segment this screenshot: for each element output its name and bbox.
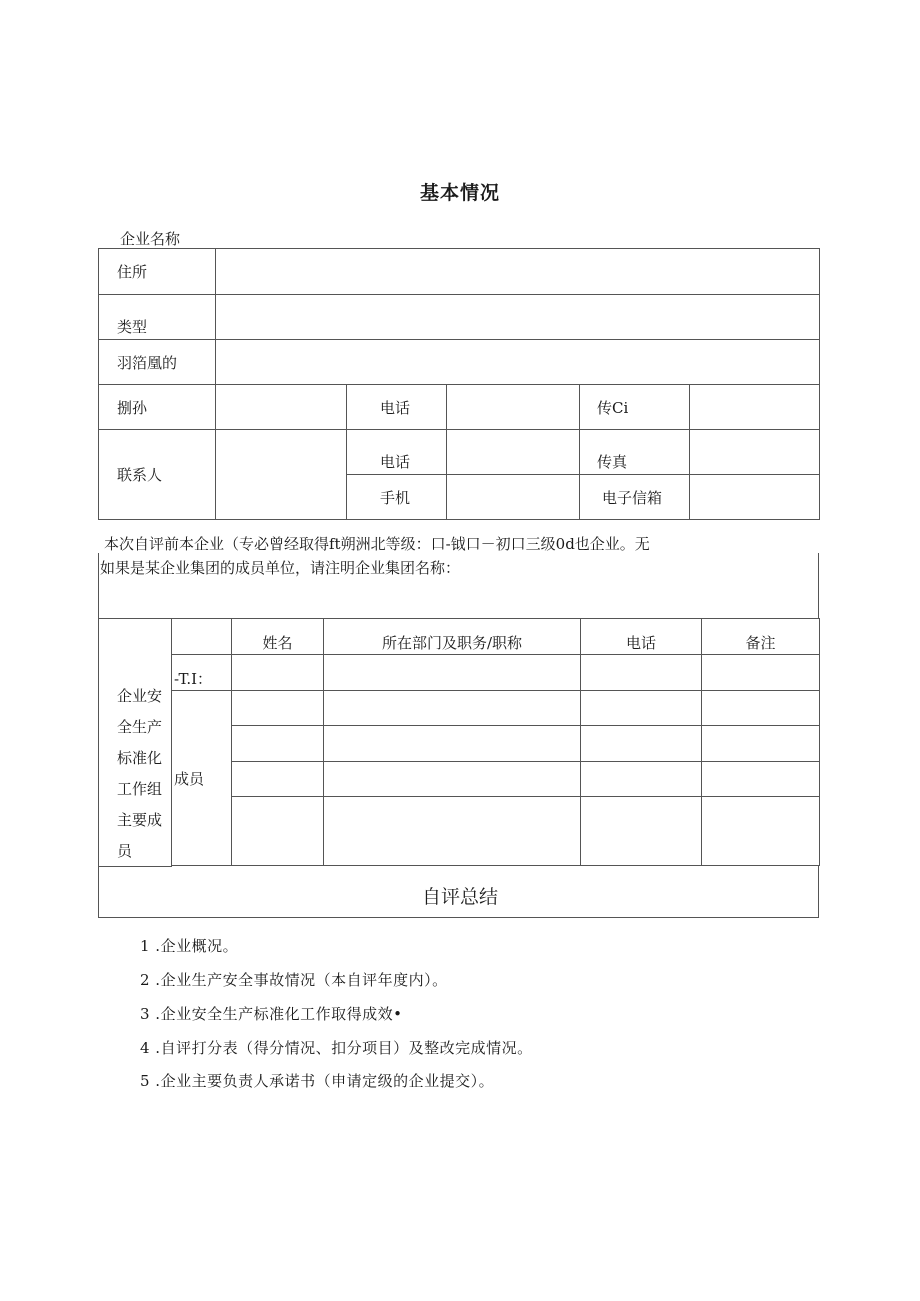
address-label-cell	[99, 249, 216, 295]
legal-rep-label: 捌孙	[117, 398, 148, 417]
header-phone-cell	[581, 619, 702, 655]
page-title: 基本情况	[419, 182, 500, 204]
member-remark-cell[interactable]	[702, 762, 820, 797]
contact-label: 联系人	[117, 466, 163, 484]
summary-item: 5 .企业主要负责人承诺书（申请定级的企业提交）。	[140, 1072, 495, 1090]
fax-label-cell	[580, 385, 690, 430]
group-note: 如果是某企业集团的成员单位，请注明企业集团名称：	[100, 559, 461, 577]
team-side-label	[117, 681, 177, 867]
member-phone-cell[interactable]	[581, 726, 702, 762]
summary-item: 1 .企业概况。	[140, 937, 239, 955]
member-dept-cell[interactable]	[324, 762, 581, 797]
contact-phone-label: 电话	[380, 453, 411, 471]
team-side-line: 主要成	[117, 811, 163, 829]
member-name-cell[interactable]	[232, 797, 324, 866]
email-label: 电子信箱	[602, 488, 663, 507]
type-value-cell[interactable]	[216, 295, 820, 340]
basic-info-table	[98, 248, 820, 520]
legal-rep-label-cell	[99, 385, 216, 430]
grade-note: 本次自评前本企业（专必曾经取得ft朔洲北等级：口-钺口－初口三级0d也企业。无	[104, 535, 650, 553]
member-dept-cell[interactable]	[324, 691, 581, 726]
contact-phone-label-cell	[347, 430, 447, 475]
summary-item: 4 .自评打分表（得分情况、扣分项目）及整改完成情况。	[140, 1039, 533, 1057]
leader-phone-cell[interactable]	[581, 655, 702, 691]
phone-value-cell[interactable]	[447, 385, 580, 430]
header-phone: 电话	[625, 634, 656, 652]
member-dept-cell[interactable]	[324, 726, 581, 762]
type-label-cell	[99, 295, 216, 340]
team-side-line: 工作组	[117, 780, 163, 798]
summary-title: 自评总结	[421, 886, 498, 908]
contact-value-cell[interactable]	[216, 430, 347, 520]
address-value-cell[interactable]	[216, 249, 820, 295]
email-label-cell	[580, 475, 690, 520]
header-remark-cell	[702, 619, 820, 655]
summary-item: 3 .企业安全生产标准化工作取得成效•	[140, 1005, 403, 1023]
contact-fax-value-cell[interactable]	[690, 430, 820, 475]
team-header-blank	[172, 619, 232, 655]
team-side-label-cell	[99, 619, 172, 867]
summary-frame-bottom	[98, 917, 819, 918]
contact-phone-value-cell[interactable]	[447, 430, 580, 475]
address-label: 住所	[117, 263, 148, 281]
member-phone-cell[interactable]	[581, 797, 702, 866]
phone-label: 电话	[380, 398, 411, 417]
email-value-cell[interactable]	[690, 475, 820, 520]
team-side-line: 标准化	[117, 749, 163, 767]
code-value-cell[interactable]	[216, 340, 820, 385]
type-label: 类型	[117, 318, 148, 336]
mobile-value-cell[interactable]	[447, 475, 580, 520]
member-remark-cell[interactable]	[702, 691, 820, 726]
summary-item: 2 .企业生产安全事故情况（本自评年度内）。	[140, 971, 448, 989]
team-side-line: 企业安	[117, 687, 163, 705]
header-remark: 备注	[745, 634, 776, 652]
mobile-label-cell	[347, 475, 447, 520]
team-side-line: 全生产	[117, 718, 163, 736]
header-name: 姓名	[262, 634, 293, 652]
header-dept-cell	[324, 619, 581, 655]
member-label: 成员	[174, 769, 205, 788]
team-side-line: 员	[117, 842, 133, 860]
leader-dept-cell[interactable]	[324, 655, 581, 691]
code-label: 羽箔凰的	[117, 353, 178, 372]
header-name-cell	[232, 619, 324, 655]
legal-rep-value-cell[interactable]	[216, 385, 347, 430]
member-remark-cell[interactable]	[702, 797, 820, 866]
team-table	[98, 618, 820, 867]
code-label-cell	[99, 340, 216, 385]
leader-remark-cell[interactable]	[702, 655, 820, 691]
member-name-cell[interactable]	[232, 762, 324, 797]
member-phone-cell[interactable]	[581, 762, 702, 797]
phone-label-cell	[347, 385, 447, 430]
group-frame-right	[818, 553, 819, 618]
leader-label-cell	[172, 655, 232, 691]
member-label-cell	[172, 691, 232, 866]
header-dept: 所在部门及职务/职称	[381, 634, 523, 652]
fax-label: 传Ci	[597, 398, 629, 417]
member-dept-cell[interactable]	[324, 797, 581, 866]
mobile-label: 手机	[380, 488, 411, 507]
member-name-cell[interactable]	[232, 726, 324, 762]
company-name-label: 企业名称	[120, 230, 181, 248]
contact-label-cell	[99, 430, 216, 520]
group-frame-left	[98, 553, 99, 618]
member-remark-cell[interactable]	[702, 726, 820, 762]
member-phone-cell[interactable]	[581, 691, 702, 726]
contact-fax-label: 传真	[597, 453, 628, 471]
member-name-cell[interactable]	[232, 691, 324, 726]
leader-label: -T.I：	[174, 670, 213, 688]
contact-fax-label-cell	[580, 430, 690, 475]
fax-value-cell[interactable]	[690, 385, 820, 430]
leader-name-cell[interactable]	[232, 655, 324, 691]
